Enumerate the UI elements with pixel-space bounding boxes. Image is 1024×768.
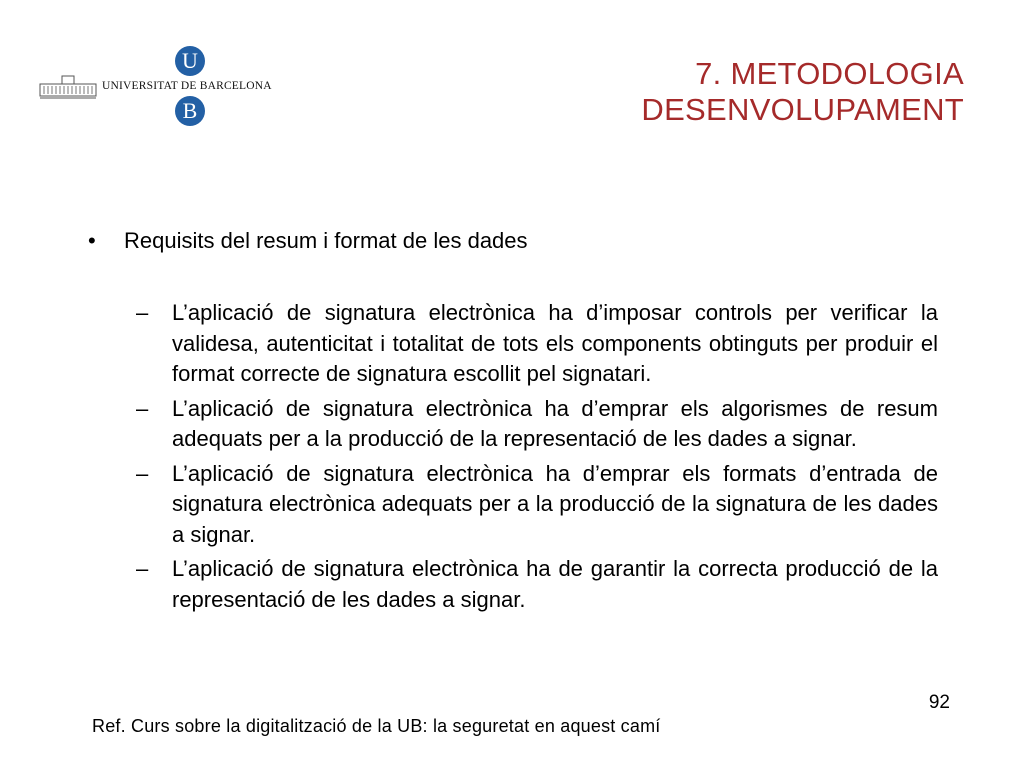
title-line-1: 7. METODOLOGIA [695, 56, 964, 91]
slide-content [88, 226, 938, 619]
sub-item [136, 394, 938, 455]
sub-item-text: L’aplicació de signatura electrònica ha de garantir la correcta producció de la representació de les dades a signar. [172, 556, 938, 612]
university-name: UNIVERSITAT DE BARCELONA [102, 80, 272, 92]
university-logo [38, 44, 278, 130]
slide-title [641, 56, 964, 128]
logo-u-disc: U [175, 46, 205, 76]
reference-footer: Ref. Curs sobre la digitalització de la UB: la seguretat en aquest camí [92, 716, 661, 736]
building-icon [38, 72, 98, 102]
sub-item [136, 554, 938, 615]
dash-mark: – [136, 395, 149, 421]
main-bullet [88, 226, 938, 256]
sub-item-text: L’aplicació de signatura electrònica ha d’imposar controls per verificar la validesa, autenticitat i totalitat de tots els components obtinguts per produir el format correcte de signatura escollit pel signatari. [172, 300, 938, 386]
title-line-2: DESENVOLUPAMENT [641, 92, 964, 127]
dash-mark: – [136, 556, 149, 581]
dash-mark: – [136, 300, 149, 325]
sub-item [136, 459, 938, 551]
dash-mark: – [136, 460, 149, 486]
logo-b-disc: B [175, 96, 205, 126]
bullet-mark: • [88, 228, 96, 253]
sub-item-text: L’aplicació de signatura electrònica ha d’emprar els algorismes de resum adequats per a la producció de la representació de les dades a signar. [172, 395, 938, 451]
main-bullet-text: Requisits del resum i format de les dades [124, 228, 528, 253]
sub-items [136, 298, 938, 615]
sub-item-text: L’aplicació de signatura electrònica ha d’emprar els formats d’entrada de signatura electrònica adequats per a la producció de la signatura de les dades a signar. [172, 460, 938, 547]
page-number: 92 [928, 692, 950, 713]
sub-item [136, 298, 938, 390]
